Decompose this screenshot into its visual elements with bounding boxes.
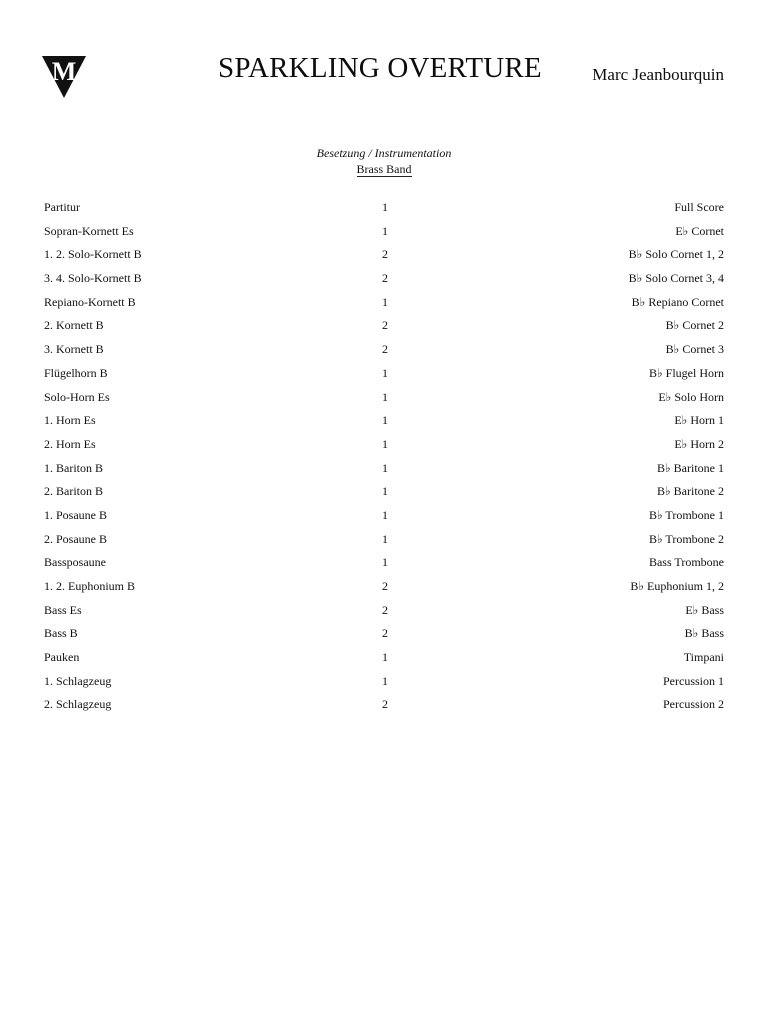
part-quantity: 1 <box>382 484 388 499</box>
part-quantity: 2 <box>382 602 388 617</box>
instrument-name-german: 2. Posaune B <box>44 531 107 546</box>
instrument-name-english: B♭ Flugel Horn <box>649 365 724 380</box>
instrument-name-english: B♭ Baritone 2 <box>657 484 724 499</box>
instrument-name-english: B♭ Solo Cornet 1, 2 <box>628 247 724 262</box>
instrument-name-english: B♭ Cornet 2 <box>665 318 724 333</box>
part-quantity: 1 <box>382 555 388 570</box>
instrument-name-english: Bass Trombone <box>648 555 724 570</box>
instrumentation-list <box>44 199 724 720</box>
instrument-name-english: Full Score <box>674 200 724 214</box>
instrument-name-german: Flügelhorn B <box>44 365 108 380</box>
instrument-row <box>44 578 724 602</box>
instrument-name-english: E♭ Cornet <box>675 223 724 238</box>
instrument-row <box>44 436 724 460</box>
part-quantity: 1 <box>382 365 388 380</box>
m-triangle-logo-icon <box>42 56 86 98</box>
instrument-name-german: Repiano-Kornett B <box>44 294 136 309</box>
instrument-name-german: 2. Schlagzeug <box>44 697 112 712</box>
instrument-row <box>44 270 724 294</box>
instrument-name-english: B♭ Baritone 1 <box>657 460 724 475</box>
instrument-name-english: B♭ Cornet 3 <box>665 342 724 357</box>
instrument-name-german: 2. Horn Es <box>44 436 96 451</box>
part-quantity: 2 <box>382 271 388 286</box>
instrument-name-english: B♭ Bass <box>684 626 724 641</box>
instrument-name-english: E♭ Horn 1 <box>674 413 724 428</box>
instrument-name-english: B♭ Euphonium 1, 2 <box>630 579 724 593</box>
instrument-row <box>44 223 724 247</box>
part-quantity: 1 <box>382 650 388 665</box>
instrument-name-english: B♭ Trombone 1 <box>648 507 724 522</box>
ensemble-label <box>0 161 768 177</box>
ensemble-text: Brass Band <box>356 162 412 176</box>
instrument-row <box>44 412 724 436</box>
part-quantity: 2 <box>382 247 388 262</box>
instrument-name-german: 1. Schlagzeug <box>44 673 112 688</box>
instrument-row <box>44 673 724 697</box>
instrument-row <box>44 294 724 318</box>
part-quantity: 1 <box>382 436 388 451</box>
instrument-row <box>44 483 724 507</box>
part-quantity: 1 <box>382 389 388 404</box>
instrument-name-english: Percussion 1 <box>663 673 724 688</box>
part-quantity: 2 <box>382 626 388 641</box>
instrument-name-german: 1. 2. Solo-Kornett B <box>44 247 142 262</box>
instrument-row <box>44 554 724 578</box>
part-quantity: 1 <box>382 200 388 214</box>
instrument-row <box>44 365 724 389</box>
instrument-name-english: B♭ Trombone 2 <box>648 531 724 546</box>
instrument-row <box>44 246 724 270</box>
instrument-row <box>44 625 724 649</box>
instrument-row <box>44 317 724 341</box>
instrument-name-german: 1. 2. Euphonium B <box>44 579 136 593</box>
instrument-name-german: 3. Kornett B <box>44 342 104 357</box>
instrument-row <box>44 531 724 555</box>
part-quantity: 2 <box>382 318 388 333</box>
instrument-name-german: Pauken <box>44 650 80 665</box>
instrument-row <box>44 341 724 365</box>
instrument-name-english: E♭ Horn 2 <box>674 436 724 451</box>
instrument-name-german: Bass B <box>44 626 78 641</box>
instrument-row <box>44 649 724 673</box>
instrument-name-english: E♭ Bass <box>685 602 724 617</box>
composer-name: Marc Jeanbourquin <box>592 65 724 84</box>
part-quantity: 2 <box>382 579 388 593</box>
instrument-name-english: B♭ Repiano Cornet <box>631 294 724 309</box>
instrument-name-german: 1. Posaune B <box>44 507 107 522</box>
instrument-name-english: Percussion 2 <box>663 697 724 712</box>
instrument-name-german: Solo-Horn Es <box>44 389 110 404</box>
instrument-row <box>44 507 724 531</box>
instrument-name-english: Timpani <box>683 650 724 665</box>
instrument-name-german: 1. Horn Es <box>44 413 96 428</box>
part-quantity: 1 <box>382 673 388 688</box>
part-quantity: 2 <box>382 342 388 357</box>
part-quantity: 1 <box>382 507 388 522</box>
instrument-name-english: B♭ Solo Cornet 3, 4 <box>628 271 724 286</box>
part-quantity: 1 <box>382 223 388 238</box>
part-quantity: 2 <box>382 697 388 712</box>
instrument-row <box>44 696 724 720</box>
part-quantity: 1 <box>382 294 388 309</box>
instrument-name-german: 2. Bariton B <box>44 484 103 499</box>
part-quantity: 1 <box>382 460 388 475</box>
instrument-row <box>44 602 724 626</box>
instrument-name-german: Partitur <box>44 200 80 214</box>
part-quantity: 1 <box>382 531 388 546</box>
instrument-row <box>44 199 724 223</box>
instrumentation-heading: Besetzung / Instrumentation <box>316 146 452 160</box>
instrument-name-german: Sopran-Kornett Es <box>44 223 134 238</box>
piece-title: SPARKLING OVERTURE <box>218 52 542 84</box>
instrument-row <box>44 460 724 484</box>
instrument-name-german: 3. 4. Solo-Kornett B <box>44 271 142 286</box>
logo-letter: M <box>51 57 77 86</box>
instrument-name-german: Bass Es <box>44 602 82 617</box>
instrument-name-german: Bassposaune <box>44 555 106 570</box>
part-quantity: 1 <box>382 413 388 428</box>
instrument-name-german: 2. Kornett B <box>44 318 104 333</box>
publisher-logo-icon <box>42 56 86 98</box>
instrument-name-english: E♭ Solo Horn <box>658 389 724 404</box>
instrument-row <box>44 389 724 413</box>
instrument-name-german: 1. Bariton B <box>44 460 103 475</box>
